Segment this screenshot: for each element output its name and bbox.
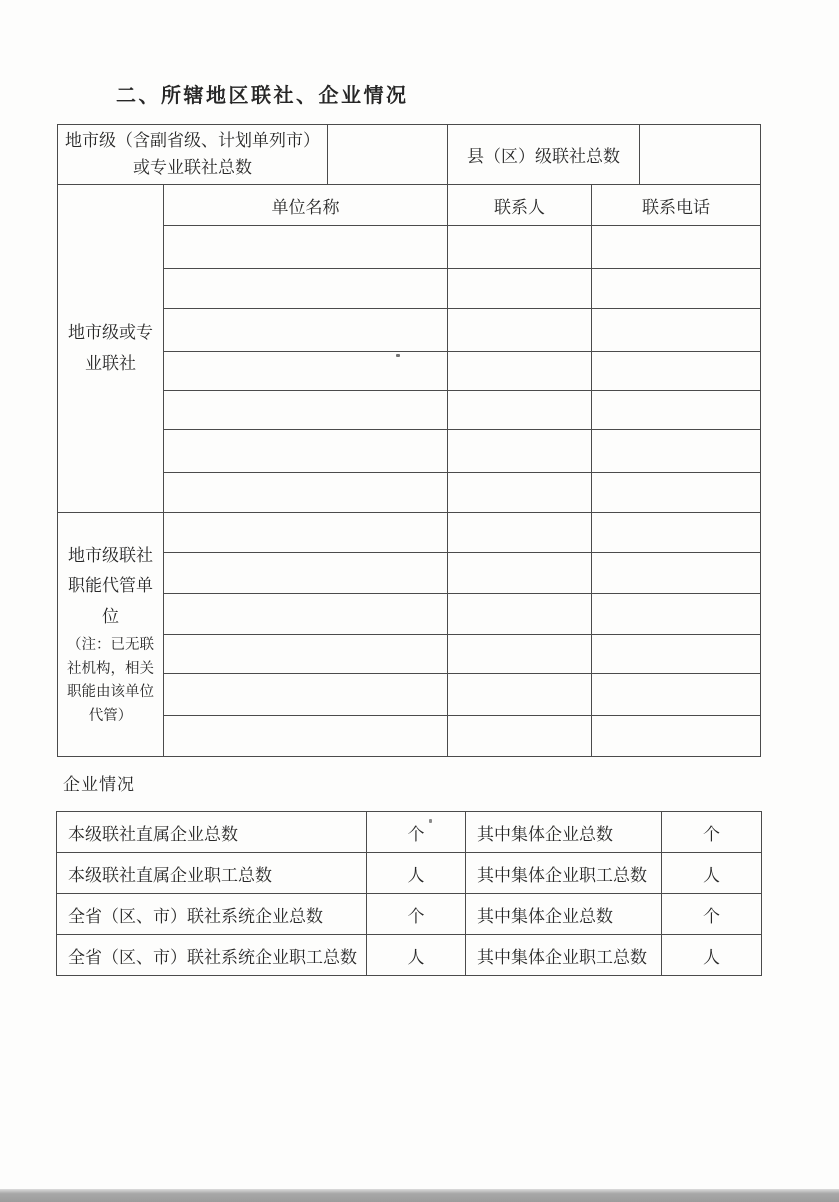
contact-person-cell bbox=[448, 635, 592, 674]
unit-name-cell bbox=[164, 391, 448, 430]
contact-phone-cell bbox=[592, 553, 761, 594]
unit-name-cell bbox=[164, 309, 448, 352]
enterprise-row-unit: 个 bbox=[367, 894, 466, 935]
unit-name-cell bbox=[164, 635, 448, 674]
contact-person-cell bbox=[448, 473, 592, 513]
county-level-total-label: 县（区）级联社总数 bbox=[448, 125, 640, 185]
enterprise-row-label2: 其中集体企业总数 bbox=[466, 894, 662, 935]
enterprise-section-title: 企业情况 bbox=[63, 775, 135, 794]
enterprise-row bbox=[57, 894, 762, 935]
unit-name-cell bbox=[164, 430, 448, 473]
totals-row bbox=[58, 125, 761, 185]
section2-empty-row bbox=[58, 674, 761, 716]
unit-name-cell bbox=[164, 716, 448, 757]
section1-empty-row bbox=[58, 269, 761, 309]
contact-phone-cell bbox=[592, 716, 761, 757]
unit-name-cell bbox=[164, 352, 448, 391]
enterprise-row-unit2: 人 bbox=[662, 853, 762, 894]
city-level-total-value-cell bbox=[328, 125, 448, 185]
contact-phone-cell bbox=[592, 391, 761, 430]
section1-empty-row bbox=[58, 430, 761, 473]
section2-row-label bbox=[58, 513, 164, 757]
enterprise-row-label: 本级联社直属企业总数 bbox=[57, 812, 367, 853]
section2-empty-row bbox=[58, 553, 761, 594]
column-header-row bbox=[58, 185, 761, 226]
section1-empty-row bbox=[58, 473, 761, 513]
enterprise-row-unit: 个 bbox=[367, 812, 466, 853]
contact-phone-header: 联系电话 bbox=[592, 185, 761, 226]
contact-phone-cell bbox=[592, 352, 761, 391]
enterprise-table bbox=[56, 811, 762, 976]
unit-name-cell bbox=[164, 269, 448, 309]
enterprise-row-unit2: 个 bbox=[662, 894, 762, 935]
section2-empty-row bbox=[58, 594, 761, 635]
contact-phone-cell bbox=[592, 513, 761, 553]
section1-row-label-text: 地市级或专业联社 bbox=[68, 322, 153, 373]
city-level-total-label bbox=[58, 125, 328, 185]
contact-person-cell bbox=[448, 716, 592, 757]
contact-phone-cell bbox=[592, 226, 761, 269]
enterprise-row-label2: 其中集体企业总数 bbox=[466, 812, 662, 853]
contact-phone-cell bbox=[592, 473, 761, 513]
federation-table bbox=[57, 124, 761, 757]
contact-phone-cell bbox=[592, 309, 761, 352]
enterprise-row-label2: 其中集体企业职工总数 bbox=[466, 853, 662, 894]
contact-phone-cell bbox=[592, 594, 761, 635]
enterprise-row-label: 全省（区、市）联社系统企业职工总数 bbox=[57, 935, 367, 976]
enterprise-row bbox=[57, 812, 762, 853]
contact-phone-cell bbox=[592, 269, 761, 309]
page-title: 二、所辖地区联社、企业情况 bbox=[116, 85, 409, 107]
enterprise-row-label: 全省（区、市）联社系统企业总数 bbox=[57, 894, 367, 935]
county-level-total-value-cell bbox=[640, 125, 761, 185]
enterprise-row-label2: 其中集体企业职工总数 bbox=[466, 935, 662, 976]
section1-empty-row bbox=[58, 352, 761, 391]
contact-person-cell bbox=[448, 309, 592, 352]
enterprise-row bbox=[57, 935, 762, 976]
section1-row-label bbox=[58, 185, 164, 513]
unit-name-cell bbox=[164, 674, 448, 716]
unit-name-cell bbox=[164, 473, 448, 513]
section2-empty-row bbox=[58, 513, 761, 553]
contact-person-cell bbox=[448, 391, 592, 430]
scan-artifact-band bbox=[0, 1189, 839, 1202]
enterprise-row bbox=[57, 853, 762, 894]
contact-person-header: 联系人 bbox=[448, 185, 592, 226]
contact-phone-cell bbox=[592, 674, 761, 716]
section1-empty-row bbox=[58, 391, 761, 430]
section1-empty-row bbox=[58, 226, 761, 269]
city-level-total-label-line2: 或专业联社总数 bbox=[133, 157, 252, 177]
contact-phone-cell bbox=[592, 430, 761, 473]
section2-row-label-text: 地市级联社职能代管单位 bbox=[68, 545, 153, 626]
section2-row-label-note: （注：已无联社机构，相关职能由该单位代管） bbox=[67, 637, 154, 724]
section1-empty-row bbox=[58, 309, 761, 352]
contact-person-cell bbox=[448, 226, 592, 269]
contact-person-cell bbox=[448, 594, 592, 635]
unit-name-cell bbox=[164, 513, 448, 553]
contact-person-cell bbox=[448, 269, 592, 309]
enterprise-row-unit2: 个 bbox=[662, 812, 762, 853]
enterprise-row-unit: 人 bbox=[367, 935, 466, 976]
unit-name-cell bbox=[164, 226, 448, 269]
unit-name-cell bbox=[164, 553, 448, 594]
enterprise-row-unit2: 人 bbox=[662, 935, 762, 976]
unit-name-cell bbox=[164, 594, 448, 635]
contact-person-cell bbox=[448, 513, 592, 553]
scan-speck bbox=[396, 354, 400, 357]
contact-person-cell bbox=[448, 553, 592, 594]
section2-empty-row bbox=[58, 635, 761, 674]
enterprise-row-label: 本级联社直属企业职工总数 bbox=[57, 853, 367, 894]
contact-person-cell bbox=[448, 352, 592, 391]
contact-person-cell bbox=[448, 674, 592, 716]
section2-empty-row bbox=[58, 716, 761, 757]
city-level-total-label-line1: 地市级（含副省级、计划单列市） bbox=[65, 131, 320, 151]
unit-name-header: 单位名称 bbox=[164, 185, 448, 226]
enterprise-row-unit: 人 bbox=[367, 853, 466, 894]
contact-person-cell bbox=[448, 430, 592, 473]
contact-phone-cell bbox=[592, 635, 761, 674]
scan-speck bbox=[429, 819, 432, 823]
